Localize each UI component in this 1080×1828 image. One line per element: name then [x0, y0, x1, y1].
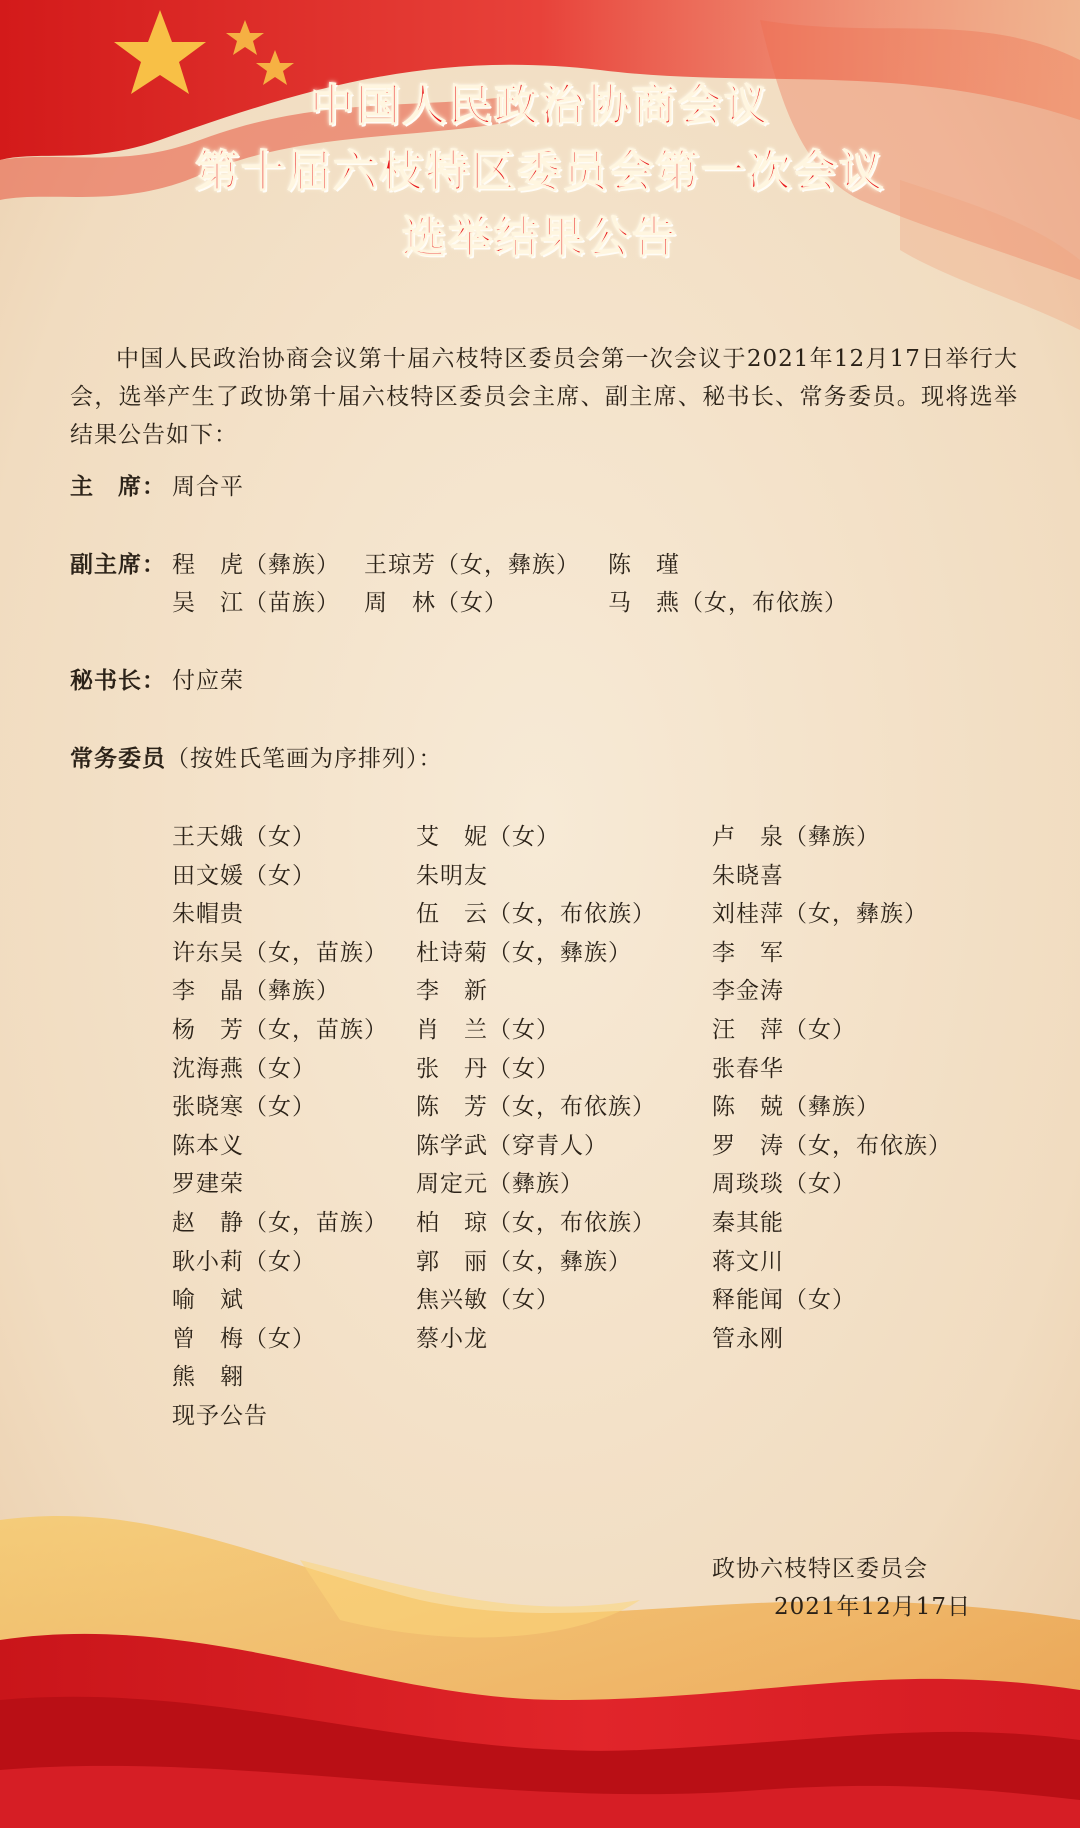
title-block — [0, 0, 1080, 280]
committee-member: 耿小莉（女） — [172, 1248, 316, 1275]
chair-label: 主 席： — [70, 474, 166, 500]
committee-member: 蒋文川 — [712, 1248, 784, 1275]
committee-member: 许东吴（女，苗族） — [172, 939, 388, 966]
committee-member: 熊 翱 — [172, 1364, 244, 1391]
vice-chair-label: 副主席： — [70, 552, 166, 578]
committee-member: 焦兴敏（女） — [416, 1287, 560, 1314]
vice-chair-name: 吴 江（苗族） — [172, 590, 340, 616]
committee-member: 李金涛 — [712, 978, 784, 1005]
signature-org: 政协六枝特区委员会 — [712, 1556, 928, 1582]
committee-member: 周琰琰（女） — [712, 1171, 856, 1198]
vice-chair-name: 王琼芳（女，彝族） — [364, 552, 580, 578]
committee-member: 柏 琼（女，布依族） — [416, 1210, 656, 1236]
committee-member: 沈海燕（女） — [172, 1055, 316, 1082]
committee-member: 刘桂萍（女，彝族） — [712, 901, 928, 928]
committee-member: 李 晶（彝族） — [172, 978, 340, 1005]
committee-member: 曾 梅（女） — [172, 1325, 316, 1352]
committee-member: 张晓寒（女） — [172, 1094, 316, 1121]
committee-member: 杜诗菊（女，彝族） — [416, 939, 632, 966]
committee-member: 朱帽贵 — [172, 901, 244, 928]
title-line-2: 第十届六枝特区委员会第一次会议 — [195, 146, 885, 197]
committee-member: 伍 云（女，布依族） — [416, 901, 656, 928]
committee-member: 张 丹（女） — [416, 1055, 560, 1082]
vice-chair-name: 程 虎（彝族） — [172, 552, 340, 578]
committee-member: 陈学武（穿青人） — [416, 1132, 608, 1159]
committee-member: 陈 芳（女，布依族） — [416, 1094, 656, 1121]
committee-member: 艾 妮（女） — [416, 824, 560, 850]
committee-member: 陈本义 — [172, 1132, 244, 1159]
committee-member: 李 军 — [712, 939, 784, 966]
vice-chair-name: 陈 瑾 — [608, 552, 680, 578]
chair-name: 周合平 — [172, 474, 244, 500]
title-line-3: 选举结果公告 — [402, 212, 678, 263]
committee-member: 喻 斌 — [172, 1287, 244, 1314]
committee-member: 郭 丽（女，彝族） — [416, 1248, 632, 1275]
committee-member: 汪 萍（女） — [712, 1017, 856, 1043]
standing-committee-label: 常务委员 — [70, 746, 166, 772]
signature-date: 2021年12月17日 — [774, 1594, 972, 1620]
title-line-1: 中国人民政治协商会议 — [310, 80, 770, 131]
committee-member: 朱明友 — [416, 862, 488, 889]
committee-member: 秦其能 — [712, 1210, 784, 1236]
committee-member: 李 新 — [416, 978, 488, 1005]
committee-member: 罗 涛（女，布依族） — [712, 1132, 952, 1159]
committee-member: 张春华 — [712, 1055, 784, 1082]
committee-member: 管永刚 — [712, 1325, 784, 1352]
closing-text: 现予公告 — [172, 1403, 268, 1429]
committee-member: 赵 静（女，苗族） — [172, 1210, 388, 1236]
committee-member: 王天娥（女） — [172, 824, 316, 850]
committee-member: 释能闻（女） — [712, 1287, 856, 1314]
committee-member: 杨 芳（女，苗族） — [172, 1017, 388, 1043]
standing-committee-heading — [70, 740, 443, 778]
standing-committee-note: （按姓氏笔画为序排列）： — [166, 746, 443, 772]
committee-member: 罗建荣 — [172, 1171, 244, 1198]
committee-member: 卢 泉（彝族） — [712, 824, 880, 850]
committee-member: 朱晓喜 — [712, 862, 784, 889]
intro-paragraph: 中国人民政治协商会议第十届六枝特区委员会第一次会议于2021年12月17日举行大会，选举产生了政协第十届六枝特区委员会主席、副主席、秘书长、常务委员。现将选举结果公告如下： — [70, 346, 1018, 448]
committee-member: 蔡小龙 — [416, 1325, 488, 1352]
committee-member: 肖 兰（女） — [416, 1017, 560, 1043]
committee-member: 陈 兢（彝族） — [712, 1094, 880, 1121]
vice-chair-name: 马 燕（女，布依族） — [608, 590, 848, 616]
committee-member: 田文媛（女） — [172, 862, 316, 889]
vice-chair-name: 周 林（女） — [364, 590, 508, 616]
secretary-general-label: 秘书长： — [70, 668, 166, 694]
committee-member: 周定元（彝族） — [416, 1171, 584, 1198]
secretary-general-name: 付应荣 — [172, 668, 244, 694]
